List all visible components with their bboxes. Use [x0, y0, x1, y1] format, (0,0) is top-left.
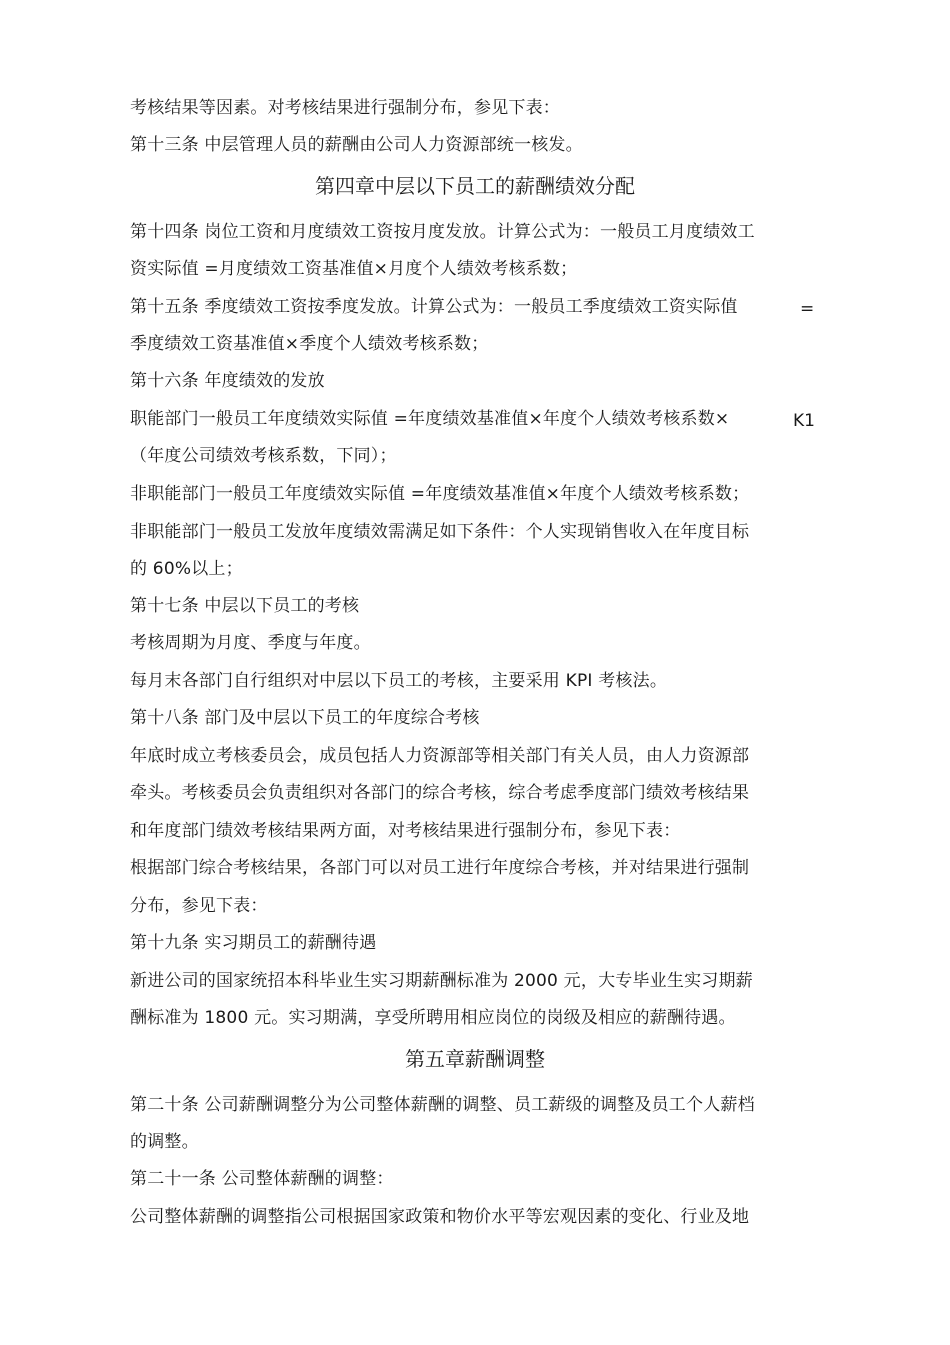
- paragraph-line: 酬标准为 1800 元。实习期满，享受所聘用相应岗位的岗级及相应的薪酬待遇。: [130, 1008, 736, 1028]
- paragraph-line: 和年度部门绩效考核结果两方面，对考核结果进行强制分布，参见下表：: [130, 821, 681, 841]
- paragraph-line: 新进公司的国家统招本科毕业生实习期薪酬标准为 2000 元，大专毕业生实习期薪: [130, 971, 753, 991]
- paragraph-line: 年底时成立考核委员会，成员包括人力资源部等相关部门有关人员，由人力资源部: [130, 746, 750, 766]
- article-18-line: 第十八条 部门及中层以下员工的年度综合考核: [130, 708, 480, 728]
- article-19-line: 第十九条 实习期员工的薪酬待遇: [130, 933, 377, 953]
- paragraph-line: 每月末各部门自行组织对中层以下员工的考核，主要采用 KPI 考核法。: [130, 671, 668, 691]
- chapter-4-heading: 第四章中层以下员工的薪酬绩效分配: [315, 174, 635, 198]
- paragraph-line: 季度绩效工资基准值×季度个人绩效考核系数；: [130, 334, 489, 354]
- paragraph-line: 牵头。考核委员会负责组织对各部门的综合考核，综合考虑季度部门绩效考核结果: [130, 783, 750, 803]
- paragraph-line: 非职能部门一般员工发放年度绩效需满足如下条件：个人实现销售收入在年度目标: [130, 522, 750, 542]
- article-17-line: 第十七条 中层以下员工的考核: [130, 596, 360, 616]
- article-20-line: 第二十条 公司薪酬调整分为公司整体薪酬的调整、员工薪级的调整及员工个人薪档: [130, 1095, 755, 1115]
- paragraph-line: 资实际值 =月度绩效工资基准值×月度个人绩效考核系数；: [130, 259, 578, 279]
- paragraph-line: 的 60%以上；: [130, 559, 243, 579]
- paragraph-line: （年度公司绩效考核系数，下同）；: [130, 446, 397, 466]
- article-16-line: 第十六条 年度绩效的发放: [130, 371, 325, 391]
- paragraph-line: 非职能部门一般员工年度绩效实际值 =年度绩效基准值×年度个人绩效考核系数；: [130, 484, 750, 504]
- article-21-line: 第二十一条 公司整体薪酬的调整：: [130, 1169, 394, 1189]
- paragraph-line: 公司整体薪酬的调整指公司根据国家政策和物价水平等宏观因素的变化、行业及地: [130, 1207, 750, 1227]
- article-13-line: 第十三条 中层管理人员的薪酬由公司人力资源部统一核发。: [130, 135, 583, 155]
- paragraph-line: 职能部门一般员工年度绩效实际值 =年度绩效基准值×年度个人绩效考核系数×: [130, 409, 730, 429]
- formula-equals-sign: =: [800, 299, 815, 319]
- paragraph-line: 考核结果等因素。对考核结果进行强制分布，参见下表：: [130, 98, 560, 118]
- article-15-line: 第十五条 季度绩效工资按季度发放。计算公式为：一般员工季度绩效工资实际值: [130, 297, 738, 317]
- paragraph-line: 的调整。: [130, 1132, 199, 1152]
- chapter-5-heading: 第五章薪酬调整: [405, 1047, 545, 1071]
- paragraph-line: 分布，参见下表：: [130, 896, 268, 916]
- paragraph-line: 考核周期为月度、季度与年度。: [130, 633, 371, 653]
- paragraph-line: 根据部门综合考核结果，各部门可以对员工进行年度综合考核，并对结果进行强制: [130, 858, 750, 878]
- article-14-line: 第十四条 岗位工资和月度绩效工资按月度发放。计算公式为：一般员工月度绩效工: [130, 222, 755, 242]
- formula-k1-factor: K1: [793, 411, 815, 431]
